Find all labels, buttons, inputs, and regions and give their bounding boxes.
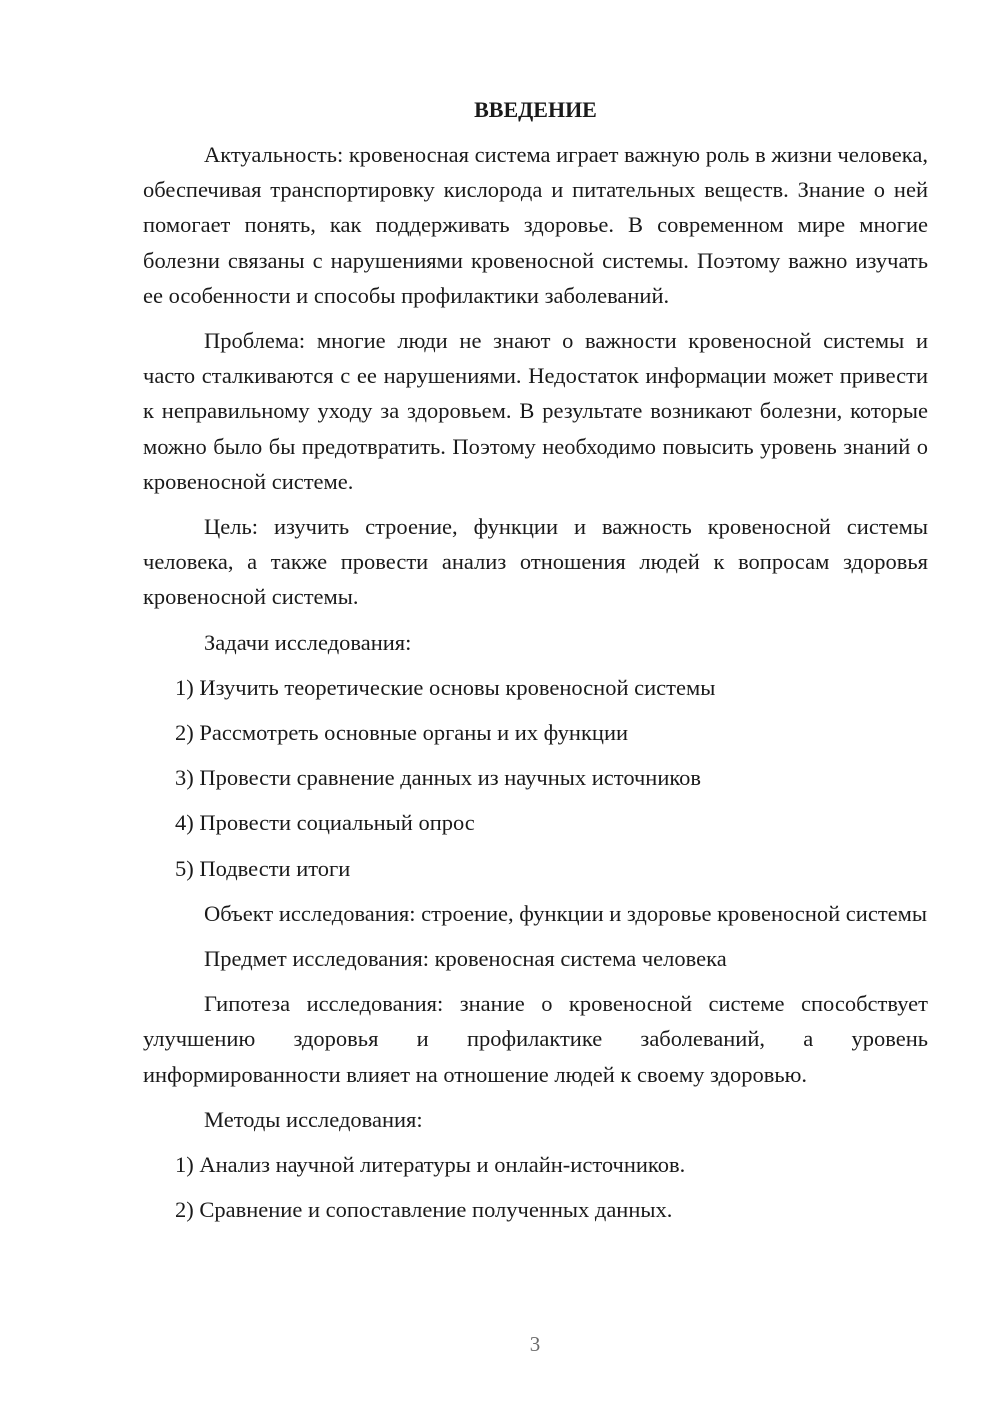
list-item: 2) Рассмотреть основные органы и их функции <box>175 720 629 746</box>
list-item: 4) Провести социальный опрос <box>175 810 475 836</box>
problem-paragraph: Проблема: многие люди не знают о важности кровеносной системы и часто сталкиваются с ее нарушениями. Недостаток информации может привести к неправильному уходу за здоровьем. В результате возникают болезни, которые можно было бы предотвратить. Поэтому необходимо повысить уровень знаний о кровеносной системе. <box>143 328 928 494</box>
object-paragraph: Объект исследования: строение, функции и здоровье кровеносной системы <box>204 900 927 926</box>
subject-paragraph: Предмет исследования: кровеносная система человека <box>204 946 727 972</box>
tasks-label: Задачи исследования: <box>204 629 412 655</box>
tasks-list <box>143 670 928 886</box>
methods-label: Методы исследования: <box>204 1106 423 1132</box>
list-item: 3) Провести сравнение данных из научных источников <box>175 765 702 791</box>
relevance-paragraph: Актуальность: кровеносная система играет важную роль в жизни человека, обеспечивая транспортировку кислорода и питательных веществ. Знание о ней помогает понять, как поддерживать здоровье. В современном мире многие болезни связаны с нарушениями кровеносной системы. Поэтому важно изучать ее особенности и способы профилактики заболеваний. <box>143 142 928 308</box>
list-item: 2) Сравнение и сопоставление полученных данных. <box>175 1197 673 1223</box>
list-item: 1) Анализ научной литературы и онлайн-источников. <box>175 1152 686 1178</box>
methods-list <box>143 1147 928 1227</box>
list-item: 1) Изучить теоретические основы кровеносной системы <box>175 674 716 700</box>
document-page <box>143 92 928 1237</box>
page-number: 3 <box>529 1332 541 1356</box>
hypothesis-paragraph: Гипотеза исследования: знание о кровеносной системе способствует улучшению здоровья и профилактике заболеваний, а уровень информированности влияет на отношение людей к своему здоровью. <box>143 991 928 1087</box>
section-heading: ВВЕДЕНИЕ <box>474 97 597 122</box>
list-item: 5) Подвести итоги <box>175 855 351 881</box>
goal-paragraph: Цель: изучить строение, функции и важность кровеносной системы человека, а также провести анализ отношения людей к вопросам здоровья кровеносной системы. <box>143 514 928 610</box>
